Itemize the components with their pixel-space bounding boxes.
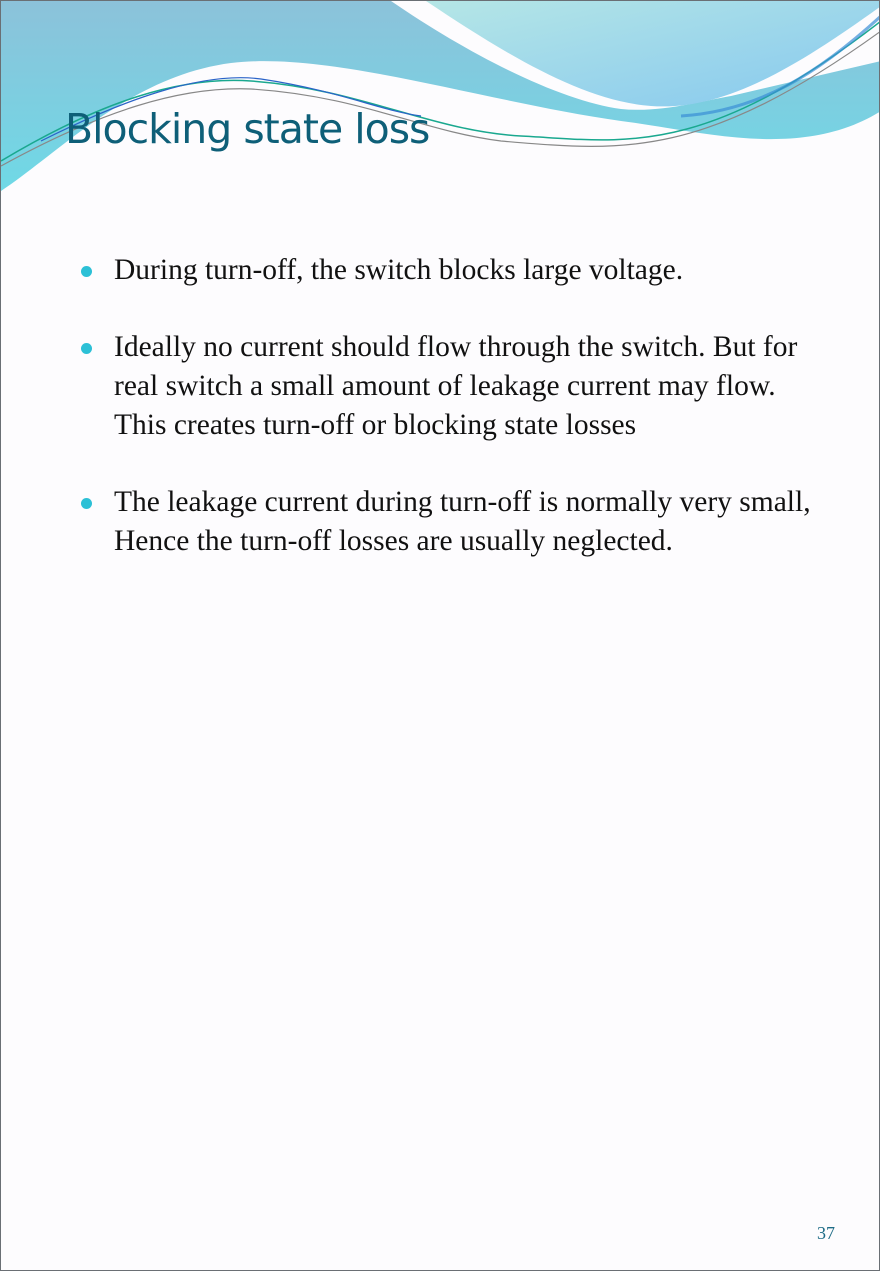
slide-title: Blocking state loss xyxy=(65,105,430,153)
bullet-text: During turn-off, the switch blocks large voltage. xyxy=(114,254,684,286)
bullet-item xyxy=(79,251,819,290)
bullet-list xyxy=(79,251,819,599)
bullet-item xyxy=(79,483,819,561)
wave-header-decoration xyxy=(1,1,880,201)
page-number: 37 xyxy=(817,1223,835,1243)
bullet-text: Ideally no current should flow through the switch. But for real switch a small amount of leakage current may flow. This creates turn-off or blocking state losses xyxy=(114,331,798,441)
bullet-item xyxy=(79,328,819,445)
bullet-dot-icon xyxy=(81,266,92,277)
bullet-text: The leakage current during turn-off is normally very small, Hence the turn-off losses are usually neglected. xyxy=(114,486,811,557)
bullet-dot-icon xyxy=(81,498,92,509)
bullet-dot-icon xyxy=(81,343,92,354)
